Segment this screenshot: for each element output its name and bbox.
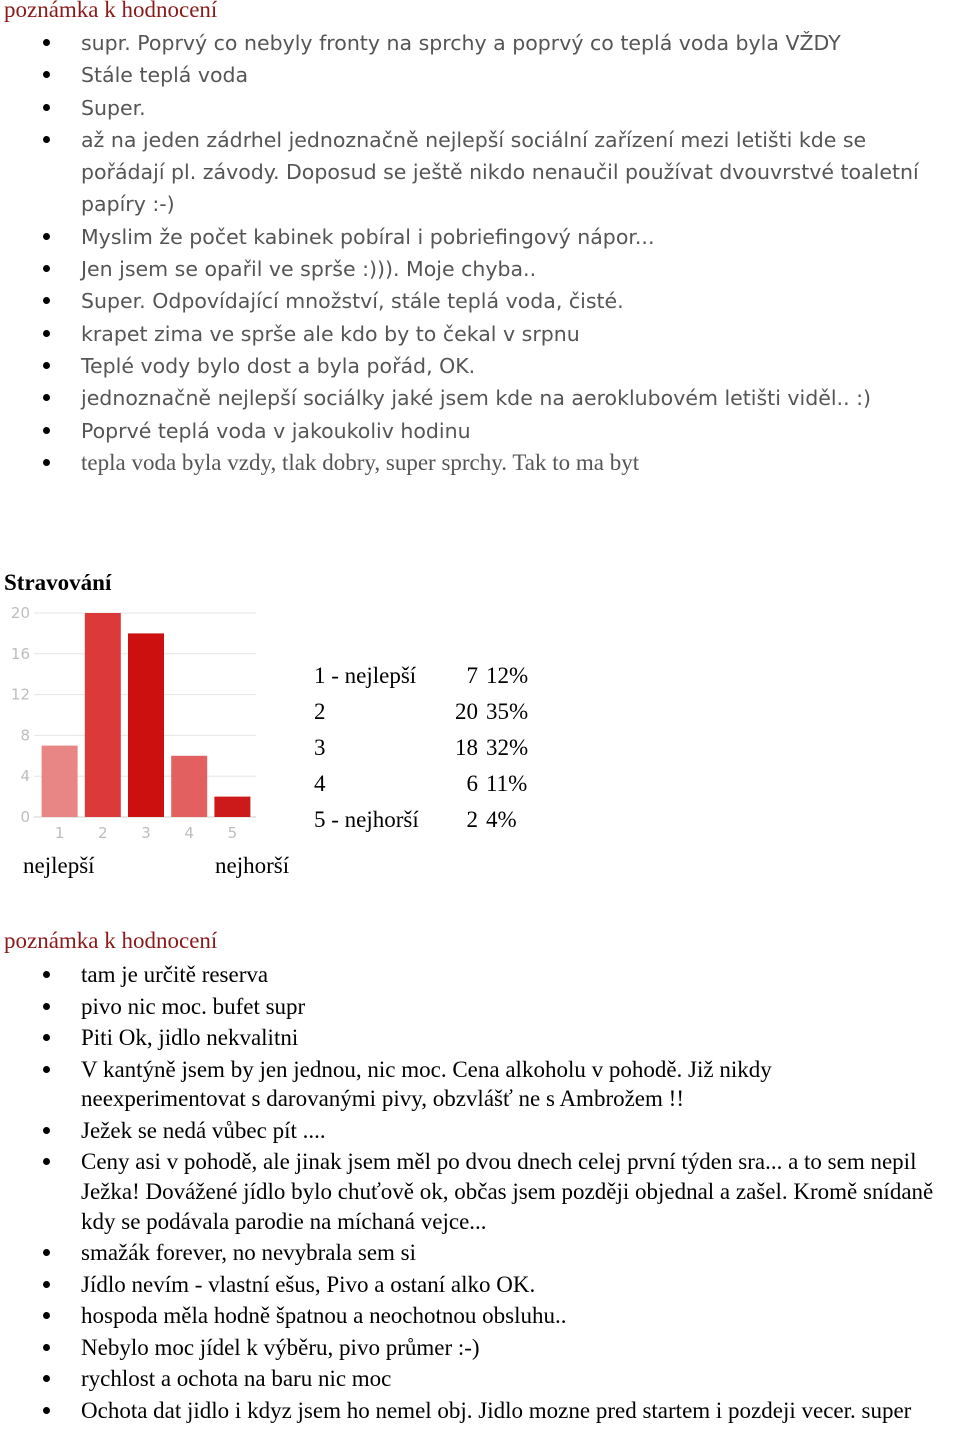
comment-text: krapet zima ve sprše ale kdo by to čekal v srpnu — [81, 321, 580, 346]
list-item — [0, 92, 960, 124]
bullet-icon — [43, 971, 50, 978]
comment-text: Ochota dat jidlo i kdyz jsem ho nemel obj. Jidlo mozne pred startem i pozdeji vecer. super — [81, 1397, 912, 1423]
scale-best-label: nejlepší — [23, 853, 95, 878]
x-tick-label: 4 — [184, 824, 194, 842]
list-item — [0, 415, 960, 447]
comment-text: Jídlo nevím - vlastní ešus, Pivo a ostaní alko OK. — [81, 1271, 536, 1297]
bottom-note-heading: poznámka k hodnocení — [4, 928, 218, 953]
stats-count: 7 — [466, 663, 478, 688]
stats-row — [314, 694, 614, 730]
stats-row — [314, 658, 614, 694]
bar — [85, 613, 121, 817]
list-item — [0, 1238, 960, 1268]
bullet-icon — [43, 233, 50, 240]
rating-bar-chart — [0, 602, 270, 844]
y-tick-label: 0 — [20, 808, 30, 826]
rating-stats-table — [314, 658, 614, 838]
bar — [128, 633, 164, 817]
list-item — [0, 27, 960, 59]
list-item — [0, 1147, 960, 1236]
stats-label: 3 — [314, 735, 326, 760]
x-tick-label: 3 — [141, 824, 151, 842]
stats-percent: 32% — [486, 735, 529, 760]
stats-count: 2 — [466, 807, 478, 832]
list-item — [0, 1023, 960, 1053]
list-item — [0, 992, 960, 1022]
stats-row — [314, 730, 614, 766]
x-tick-label: 5 — [227, 824, 238, 842]
stats-percent: 12% — [486, 663, 529, 688]
y-tick-label: 20 — [10, 604, 30, 622]
comment-text: Super. — [81, 95, 146, 120]
top-note-heading: poznámka k hodnocení — [4, 0, 218, 22]
list-item — [0, 350, 960, 382]
bullet-icon — [43, 1127, 50, 1134]
list-item — [0, 1270, 960, 1300]
stats-label: 4 — [314, 771, 326, 796]
comment-text: Stále teplá voda — [81, 63, 249, 88]
bullet-icon — [43, 1407, 50, 1414]
list-item — [0, 253, 960, 285]
comment-text: rychlost a ochota na baru nic moc — [81, 1366, 392, 1392]
section-title: Stravování — [4, 570, 112, 595]
stats-row — [314, 766, 614, 802]
bullet-icon — [43, 1312, 50, 1319]
list-item — [0, 221, 960, 253]
comment-text: supr. Poprvý co nebyly fronty na sprchy a poprvý co teplá voda byla VŽDY — [81, 31, 841, 55]
top-comments-list — [0, 27, 960, 478]
bullet-icon — [43, 1034, 50, 1041]
stats-percent: 11% — [486, 771, 528, 796]
bar — [171, 756, 207, 817]
comment-text: tam je určitě reserva — [81, 962, 269, 987]
comment-text: Jen jsem se opařil ve sprše :))). Moje chyba.. — [81, 257, 537, 282]
bullet-icon — [43, 427, 50, 434]
bullet-icon — [43, 104, 50, 111]
bullet-icon — [43, 1066, 50, 1073]
stats-count: 6 — [466, 771, 478, 796]
x-tick-label: 2 — [98, 824, 108, 842]
comment-text: až na jeden zádrhel jednoznačně nejlepší sociální zařízení mezi letišti kde se pořádají pl. závody. Doposud se ještě nikdo nenaučil používat dvouvrstvé toaletní papíry :-) — [81, 127, 919, 217]
y-tick-label: 4 — [20, 767, 30, 786]
list-item — [0, 285, 960, 317]
list-item — [0, 447, 960, 478]
bar — [214, 797, 250, 817]
bullet-icon — [43, 1281, 50, 1288]
comment-text: tepla voda byla vzdy, tlak dobry, super sprchy. Tak to ma byt — [81, 449, 640, 475]
y-tick-label: 16 — [10, 644, 30, 663]
stats-percent: 4% — [486, 807, 517, 832]
bullet-icon — [43, 1003, 50, 1010]
bullet-icon — [43, 39, 50, 46]
comment-text: pivo nic moc. bufet supr — [81, 993, 306, 1019]
bar — [42, 746, 78, 817]
list-item — [0, 1055, 960, 1114]
comment-text: Ceny asi v pohodě, ale jinak jsem měl po dvou dnech celej první týden sra... a to sem nepil Ježka! Dovážené jídlo bylo chuťově ok, občas jsem později objednal a zašel. Kromě snídaně kdy se podávala parodie na míchaná vejce... — [81, 1149, 934, 1234]
bottom-comments-list — [0, 960, 960, 1427]
stats-count: 18 — [455, 735, 478, 760]
stats-count: 20 — [455, 699, 478, 724]
comment-text: hospoda měla hodně špatnou a neochotnou obsluhu.. — [81, 1303, 567, 1329]
bullet-icon — [43, 394, 50, 401]
comment-text: Poprvé teplá voda v jakoukoliv hodinu — [81, 418, 471, 443]
comment-text: Ježek se nedá vůbec pít .... — [81, 1117, 326, 1143]
comment-text: jednoznačně nejlepší sociálky jaké jsem kde na aeroklubovém letišti viděl.. :) — [81, 386, 872, 411]
stats-label: 2 — [314, 699, 326, 724]
comment-text: Myslim že počet kabinek pobíral i pobriefingový nápor... — [81, 224, 655, 249]
comment-text: Super. Odpovídající množství, stále teplá voda, čisté. — [81, 289, 624, 314]
stats-label: 1 - nejlepší — [314, 663, 417, 688]
comment-text: Piti Ok, jidlo nekvalitni — [81, 1025, 299, 1050]
bullet-icon — [43, 330, 50, 337]
bullet-icon — [43, 265, 50, 272]
list-item — [0, 960, 960, 990]
stats-row — [314, 802, 614, 838]
list-item — [0, 1301, 960, 1331]
bullet-icon — [43, 459, 50, 466]
list-item — [0, 1333, 960, 1363]
scale-worst-label: nejhorší — [215, 853, 290, 878]
list-item — [0, 1364, 960, 1394]
bullet-icon — [43, 71, 50, 78]
bullet-icon — [43, 1375, 50, 1382]
bullet-icon — [43, 1158, 50, 1165]
bullet-icon — [43, 1249, 50, 1256]
comment-text: smažák forever, no nevybrala sem si — [81, 1240, 417, 1266]
list-item — [0, 382, 960, 414]
comment-text: Teplé vody bylo dost a byla pořád, OK. — [81, 353, 476, 378]
bullet-icon — [43, 136, 50, 143]
y-tick-label: 12 — [10, 685, 30, 704]
bullet-icon — [43, 362, 50, 369]
y-tick-label: 8 — [20, 726, 30, 745]
stats-label: 5 - nejhorší — [314, 807, 419, 832]
list-item — [0, 318, 960, 350]
x-tick-label: 1 — [54, 824, 65, 842]
stats-percent: 35% — [486, 699, 529, 724]
comment-text: V kantýně jsem by jen jednou, nic moc. Cena alkoholu v pohodě. Již nikdy neexperimentovat s darovanými pivy, obzvlášť ne s Ambrožem !! — [81, 1056, 772, 1112]
list-item — [0, 1396, 960, 1426]
comment-text: Nebylo moc jídel k výběru, pivo průmer :-) — [81, 1334, 480, 1360]
list-item — [0, 59, 960, 91]
list-item — [0, 1116, 960, 1146]
list-item — [0, 124, 960, 221]
bullet-icon — [43, 297, 50, 304]
bullet-icon — [43, 1344, 50, 1351]
